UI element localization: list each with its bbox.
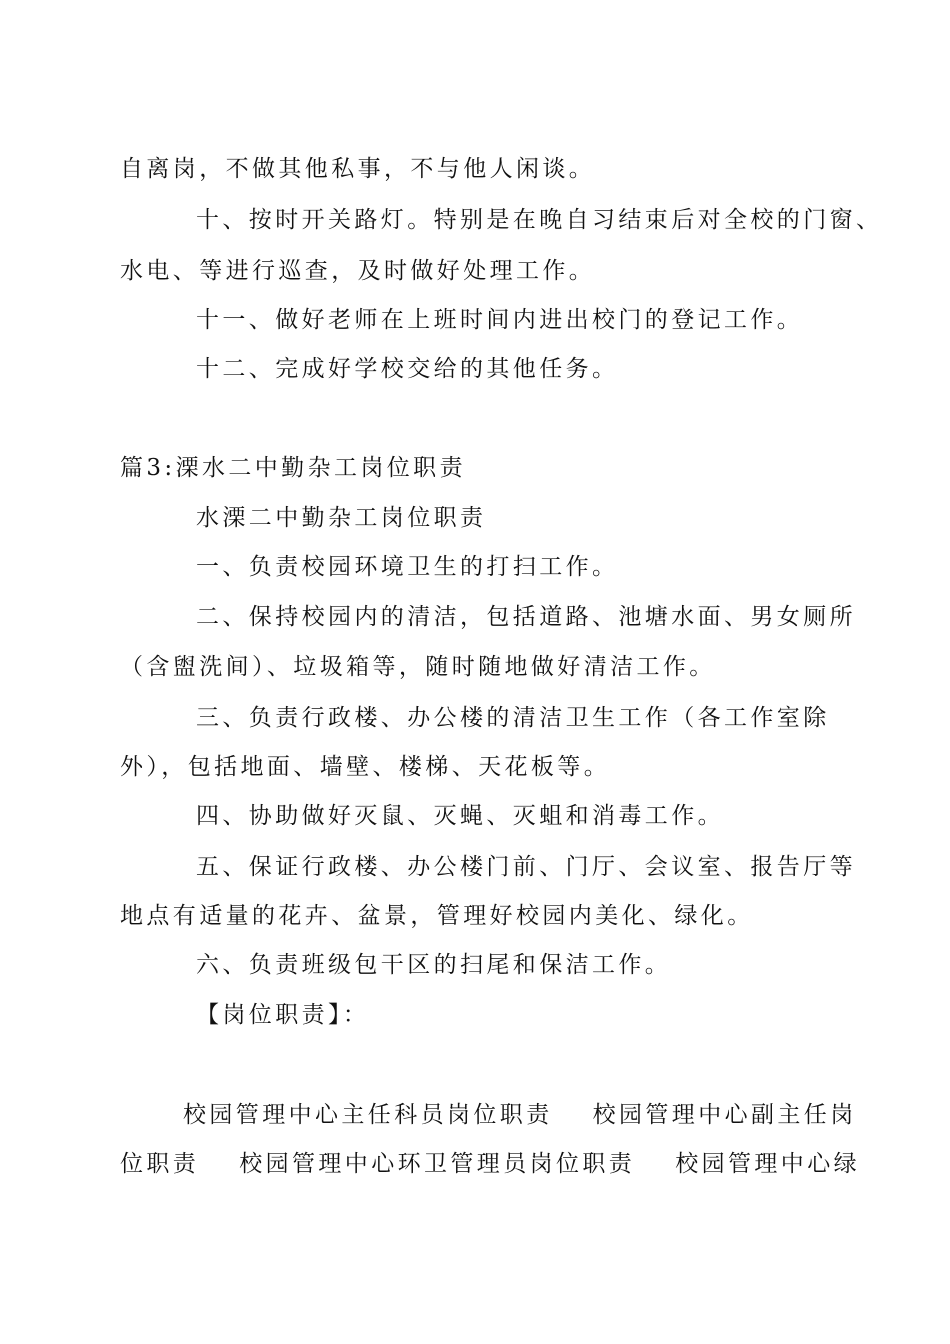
related-link[interactable]: 校园管理中心绿: [675, 1151, 861, 1177]
related-link[interactable]: 校园管理中心主任科员岗位职责: [183, 1102, 553, 1128]
text-line: 十二、完成好学校交给的其他任务。: [196, 356, 619, 382]
text-line: 一、负责校园环境卫生的打扫工作。: [196, 554, 619, 580]
related-link[interactable]: 校园管理中心副主任岗: [592, 1102, 857, 1128]
text-line: 十、按时开关路灯。特别是在晚自习结束后对全校的门窗、: [196, 207, 883, 233]
text-line: 十一、做好老师在上班时间内进出校门的登记工作。: [196, 307, 804, 333]
text-line: 自离岗，不做其他私事，不与他人闲谈。: [120, 156, 596, 182]
related-link[interactable]: 位职责: [120, 1151, 200, 1177]
text-line: 四、协助做好灭鼠、灭蝇、灭蛆和消毒工作。: [196, 803, 724, 829]
related-links-row: [120, 1149, 860, 1179]
text-line: 外），包括地面、墙壁、楼梯、天花板等。: [120, 754, 611, 780]
text-line: 地点有适量的花卉、盆景，管理好校园内美化、绿化。: [120, 903, 754, 929]
related-link[interactable]: 校园管理中心环卫管理员岗位职责: [239, 1151, 636, 1177]
text-line: 六、负责班级包干区的扫尾和保洁工作。: [196, 952, 672, 978]
text-line: 三、负责行政楼、办公楼的清洁卫生工作（各工作室除: [196, 705, 830, 731]
tag-line: 【岗位职责】：: [196, 1002, 370, 1028]
section-subtitle: 水溧二中勤杂工岗位职责: [196, 505, 487, 531]
text-line: （含盥洗间）、垃圾箱等，随时随地做好清洁工作。: [120, 654, 716, 680]
text-line: 二、保持校园内的清洁，包括道路、池塘水面、男女厕所: [196, 604, 856, 630]
section-heading: 篇3:溧水二中勤杂工岗位职责: [120, 455, 466, 481]
text-line: 五、保证行政楼、办公楼门前、门厅、会议室、报告厅等: [196, 854, 856, 880]
related-links-row: [183, 1100, 857, 1130]
text-line: 水电、等进行巡查，及时做好处理工作。: [120, 258, 596, 284]
